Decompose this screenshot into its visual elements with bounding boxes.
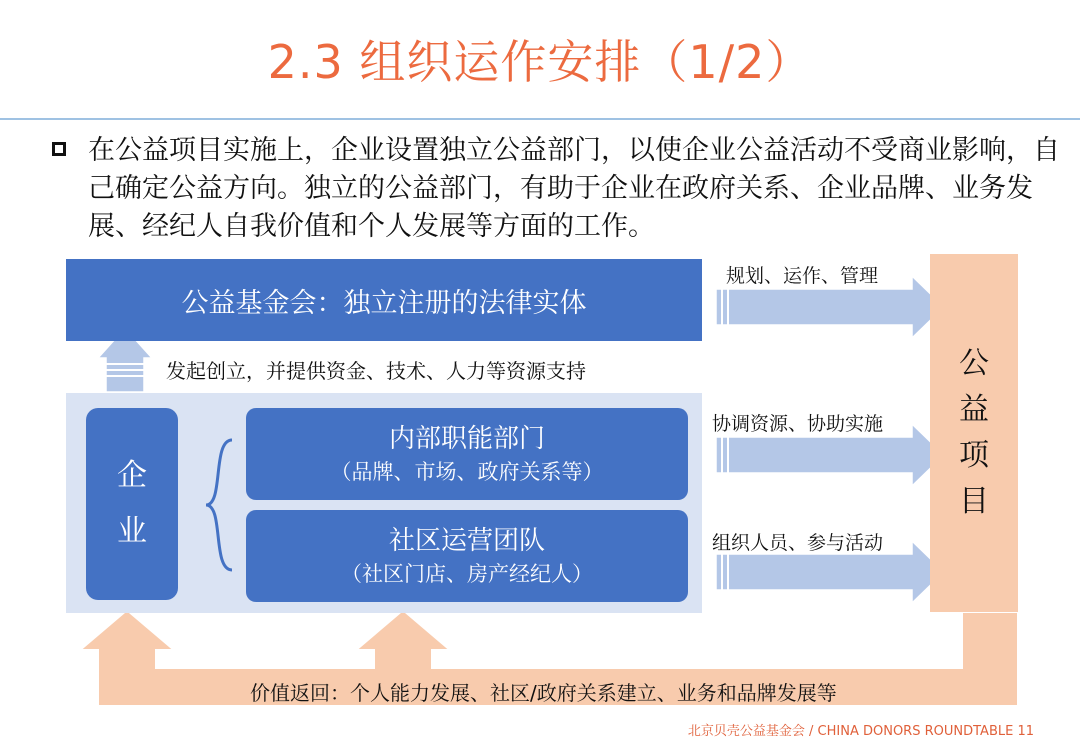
enterprise-char: 业 <box>117 514 147 549</box>
project-char: 目 <box>959 484 989 519</box>
arrow-label-foundation: 规划、运作、管理 <box>726 265 879 287</box>
project-char: 项 <box>959 438 989 473</box>
dept-title: 内部职能部门 <box>388 424 545 454</box>
public-welfare-project-box <box>930 254 1018 612</box>
internal-dept-box <box>246 408 688 500</box>
arrow-label-team: 组织人员、参与活动 <box>712 532 884 554</box>
slide-title: 2.3 组织运作安排（1/2） <box>267 35 813 89</box>
foundation-box: 公益基金会：独立注册的法律实体 <box>66 259 702 341</box>
dept-subtitle: （品牌、市场、政府关系等） <box>330 460 604 484</box>
bullet-text: 在公益项目实施上，企业设置独立公益部门，以使企业公益活动不受商业影响，自己确定公益方向。独立的公益部门，有助于企业在政府关系、企业品牌、业务发展、经纪人自我价值和个人发展等方面的工作。 <box>88 135 1060 242</box>
community-team-box <box>246 510 688 602</box>
project-char: 公 <box>959 346 989 381</box>
team-subtitle: （社区门店、房产经纪人） <box>341 562 593 586</box>
value-return-label: 价值返回：个人能力发展、社区/政府关系建立、业务和品牌发展等 <box>250 681 837 705</box>
project-char: 益 <box>959 392 989 427</box>
team-title: 社区运营团队 <box>388 526 545 556</box>
arrow-label-dept: 协调资源、协助实施 <box>712 413 884 435</box>
enterprise-char: 企 <box>117 458 147 493</box>
support-label: 发起创立，并提供资金、技术、人力等资源支持 <box>166 359 586 383</box>
footer: 北京贝壳公益基金会 / CHINA DONORS ROUNDTABLE 11 <box>687 724 1034 739</box>
